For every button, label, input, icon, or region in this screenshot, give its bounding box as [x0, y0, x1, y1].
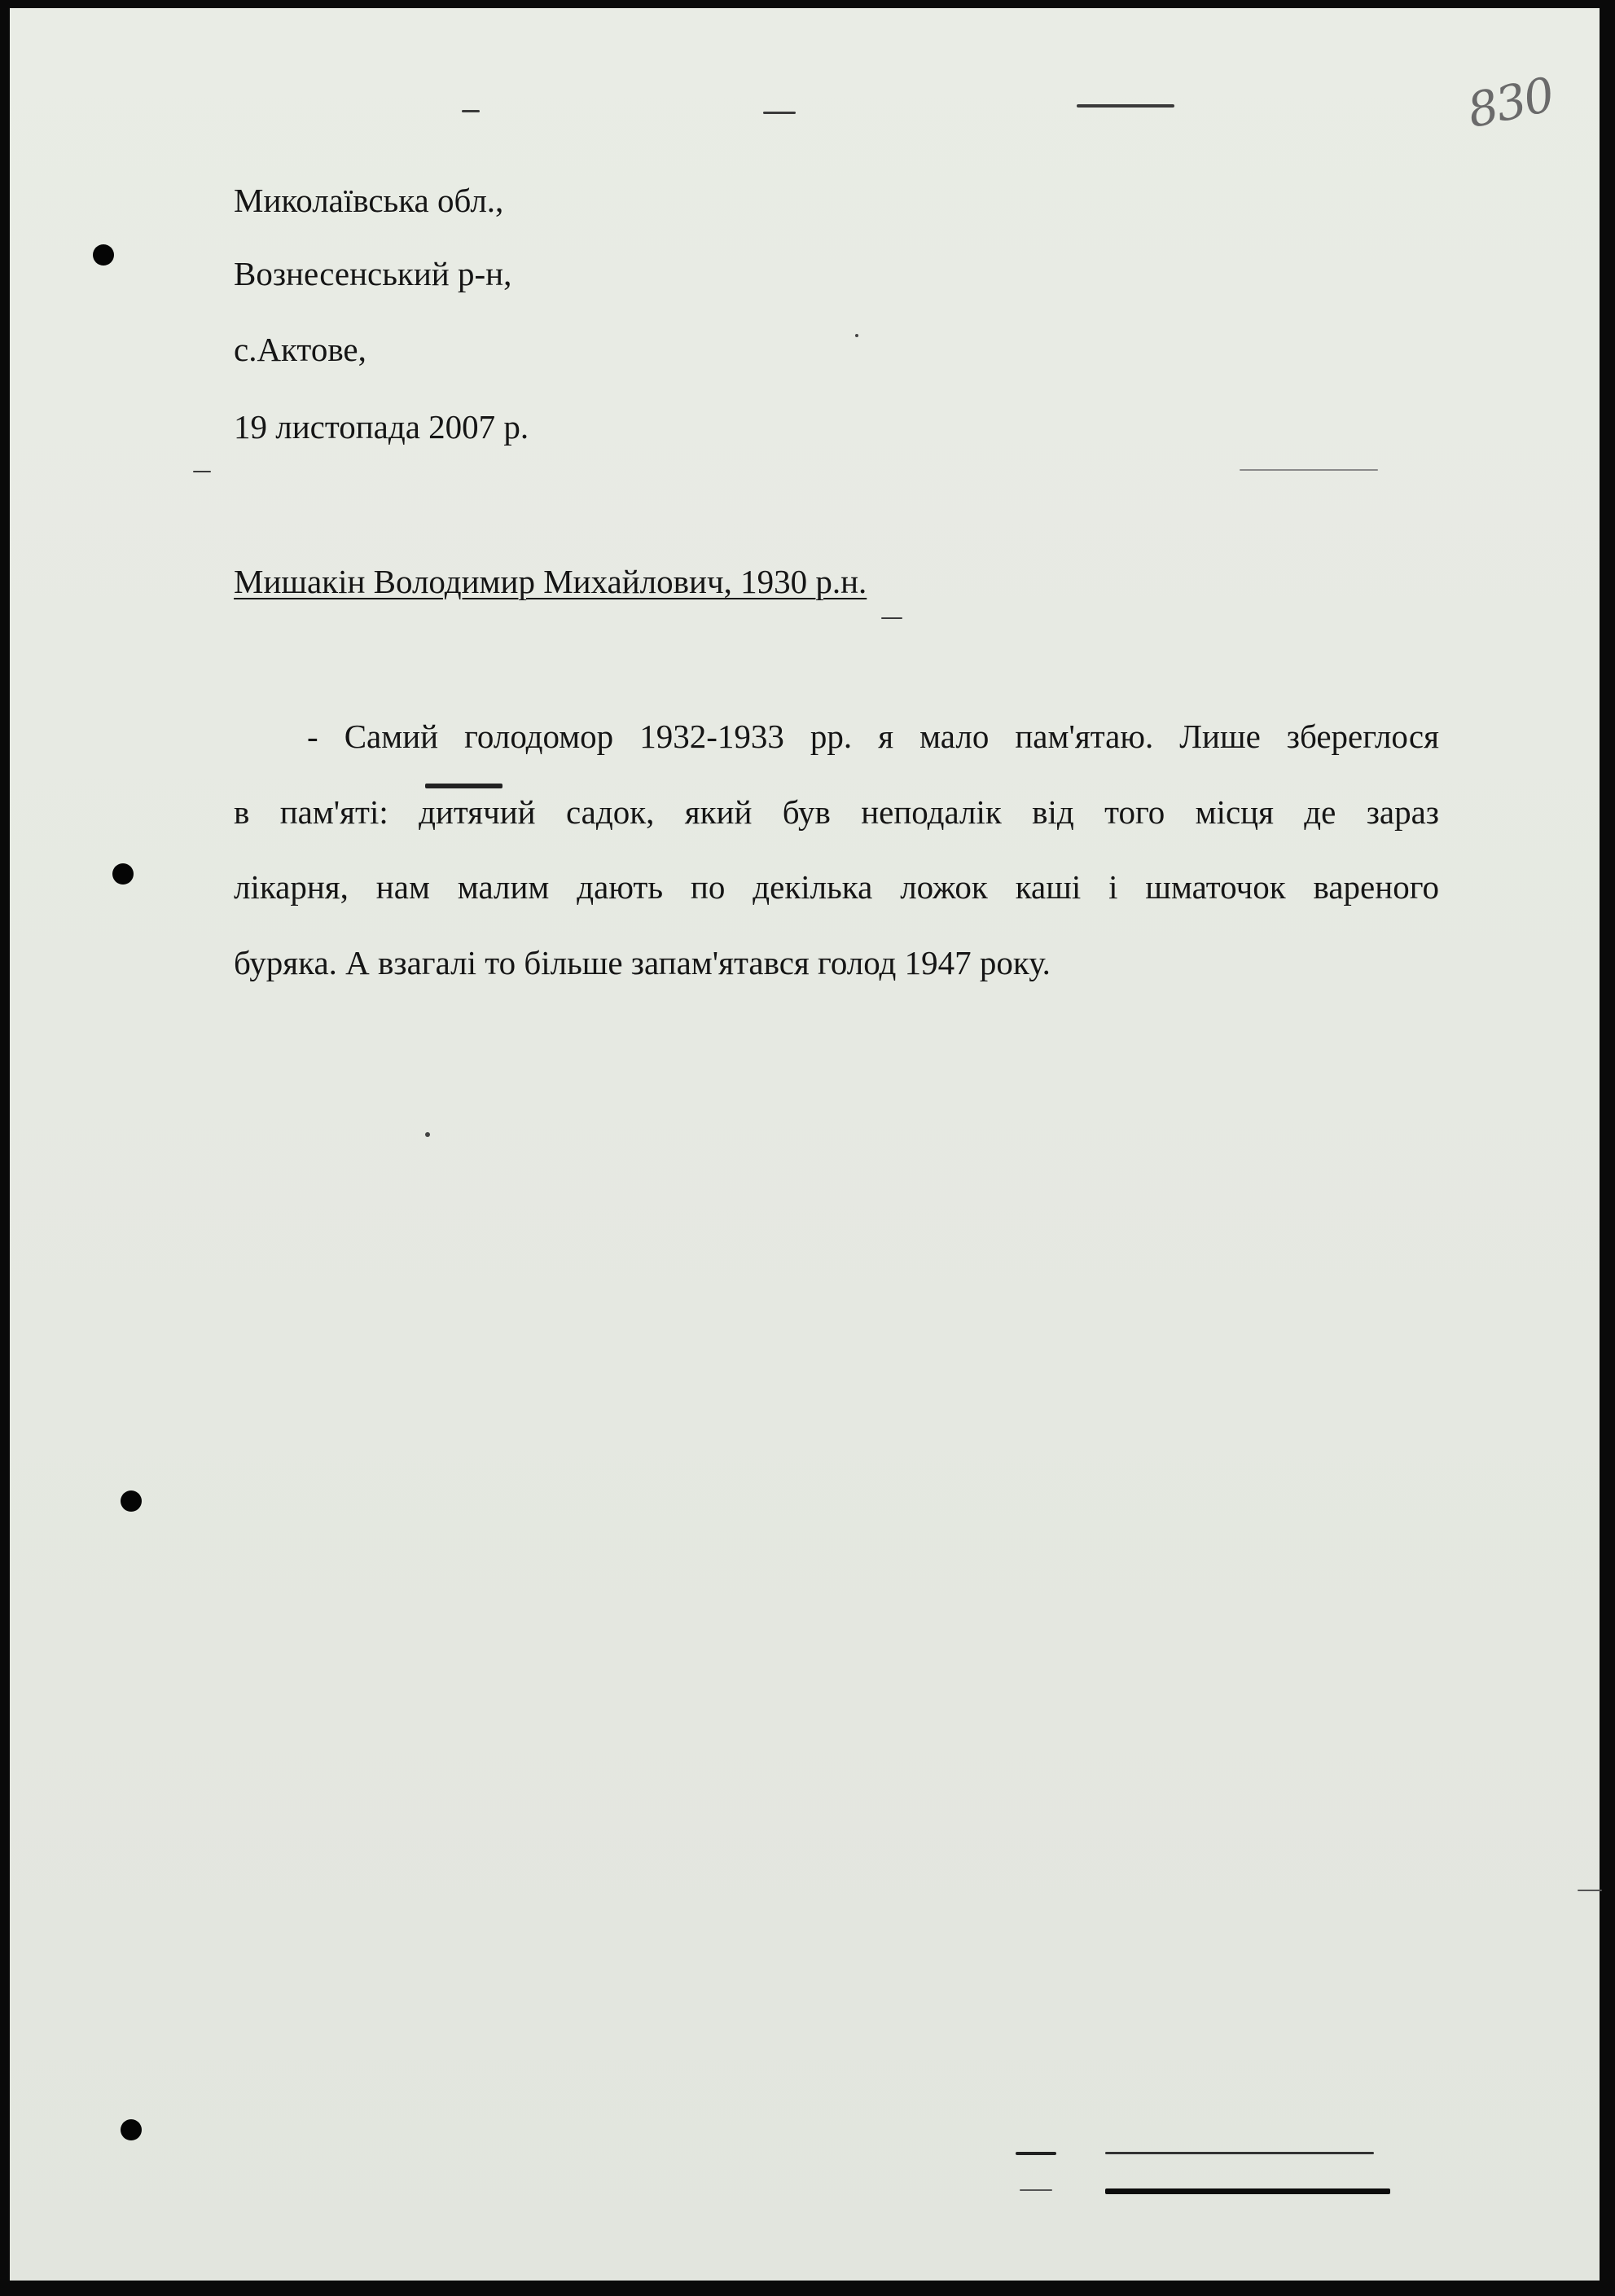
scan-mark — [1105, 2152, 1374, 2154]
scan-mark — [1578, 1890, 1602, 1891]
address-date: 19 листопада 2007 р. — [234, 408, 529, 446]
scan-mark — [1016, 2152, 1056, 2155]
scan-mark — [881, 617, 902, 619]
punch-hole — [112, 863, 134, 885]
scan-mark — [763, 112, 796, 114]
testimony-line-1: - Самий голодомор 1932-1933 рр. я мало пам'ятаю. Лише збереглося — [307, 718, 1439, 755]
document-sheet — [10, 8, 1600, 2281]
scan-mark — [1105, 2188, 1390, 2194]
scan-mark — [193, 471, 211, 472]
scan-mark — [462, 110, 480, 112]
scan-mark — [1077, 104, 1174, 108]
address-village: с.Актове, — [234, 331, 366, 368]
punch-hole — [93, 244, 114, 266]
scan-mark — [425, 784, 502, 788]
handwritten-folio-number: 830 — [1463, 66, 1558, 139]
testimony-line-2: в пам'яті: дитячий садок, який був неподалік від того місця де зараз — [234, 793, 1439, 831]
testimony-line-4: буряка. А взагалі то більше запам'ятався голод 1947 року. — [234, 944, 1051, 981]
punch-hole — [121, 1490, 142, 1512]
punch-hole — [121, 2119, 142, 2140]
address-district: Вознесенський р-н, — [234, 255, 512, 292]
scan-mark — [1020, 2189, 1052, 2191]
scan-mark — [1240, 469, 1378, 471]
address-region: Миколаївська обл., — [234, 182, 504, 219]
scan-speck — [425, 1132, 430, 1137]
testimony-line-3: лікарня, нам малим дають по декілька ложок каші і шматочок вареного — [234, 868, 1439, 906]
scan-speck — [855, 334, 858, 337]
informant-heading: Мишакін Володимир Михайлович, 1930 р.н. — [234, 563, 867, 600]
